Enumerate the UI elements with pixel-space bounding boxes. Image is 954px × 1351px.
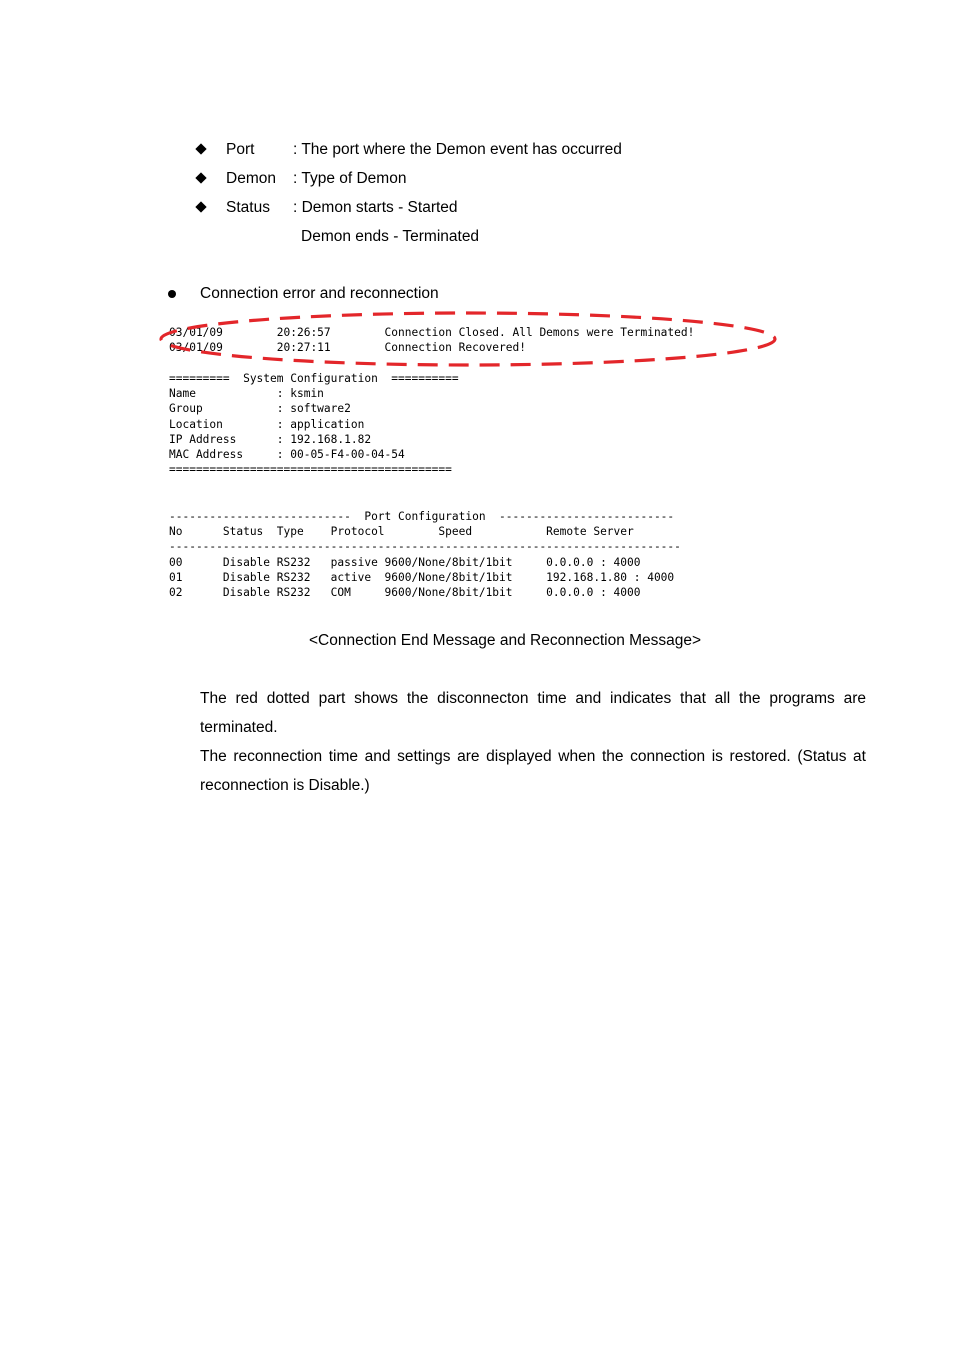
console-line: 00 Disable RS232 passive 9600/None/8bit/1bit 0.0.0.0 : 4000 (169, 556, 641, 569)
diamond-bullet-icon (195, 143, 206, 154)
console-line: Name : ksmin (169, 387, 324, 400)
console-line: IP Address : 192.168.1.82 (169, 433, 372, 446)
status-continuation: Demon ends - Terminated (301, 228, 480, 245)
bullet-description: : Demon starts - Started (293, 199, 458, 216)
console-line: 01 Disable RS232 active 9600/None/8bit/1bit 192.168.1.80 : 4000 (169, 571, 675, 584)
bullet-label: Demon (226, 170, 276, 187)
bullet-label: Status (226, 199, 270, 216)
console-line: ========= System Configuration ========== (169, 372, 459, 385)
bullet-label: Port (226, 141, 255, 158)
console-line: 02 Disable RS232 COM 9600/None/8bit/1bit 0.0.0.0 : 4000 (169, 586, 641, 599)
paragraph-line: reconnection is Disable.) (200, 777, 370, 794)
paragraph-line: The red dotted part shows the disconnecton time and indicates that all the programs are (200, 690, 866, 707)
console-line: ========================================== (169, 463, 452, 476)
paragraph-line: terminated. (200, 719, 278, 736)
console-line: MAC Address : 00-05-F4-00-04-54 (169, 448, 405, 461)
paragraph-line: The reconnection time and settings are displayed when the connection is restored. (Status at (200, 748, 866, 765)
console-line: --------------------------- Port Configuration -------------------------- (169, 510, 675, 523)
console-line: Location : application (169, 418, 365, 431)
console-screenshot (161, 318, 778, 608)
console-line: ---------------------------------------------------------------------------- (169, 540, 681, 553)
bullet-description: : The port where the Demon event has occurred (293, 141, 622, 158)
console-line: 03/01/09 20:27:11 Connection Recovered! (169, 341, 526, 354)
figure-caption: <Connection End Message and Reconnection Message> (309, 632, 702, 649)
console-line: No Status Type Protocol Speed Remote Server (169, 525, 634, 538)
diamond-bullet-icon (195, 201, 206, 212)
console-line: Group : software2 (169, 402, 351, 415)
bullet-description: : Type of Demon (293, 170, 407, 187)
diamond-bullet-icon (195, 172, 206, 183)
round-bullet-icon (168, 290, 176, 298)
section-title: Connection error and reconnection (200, 285, 439, 302)
console-line: 03/01/09 20:26:57 Connection Closed. All Demons were Terminated! (169, 326, 695, 339)
